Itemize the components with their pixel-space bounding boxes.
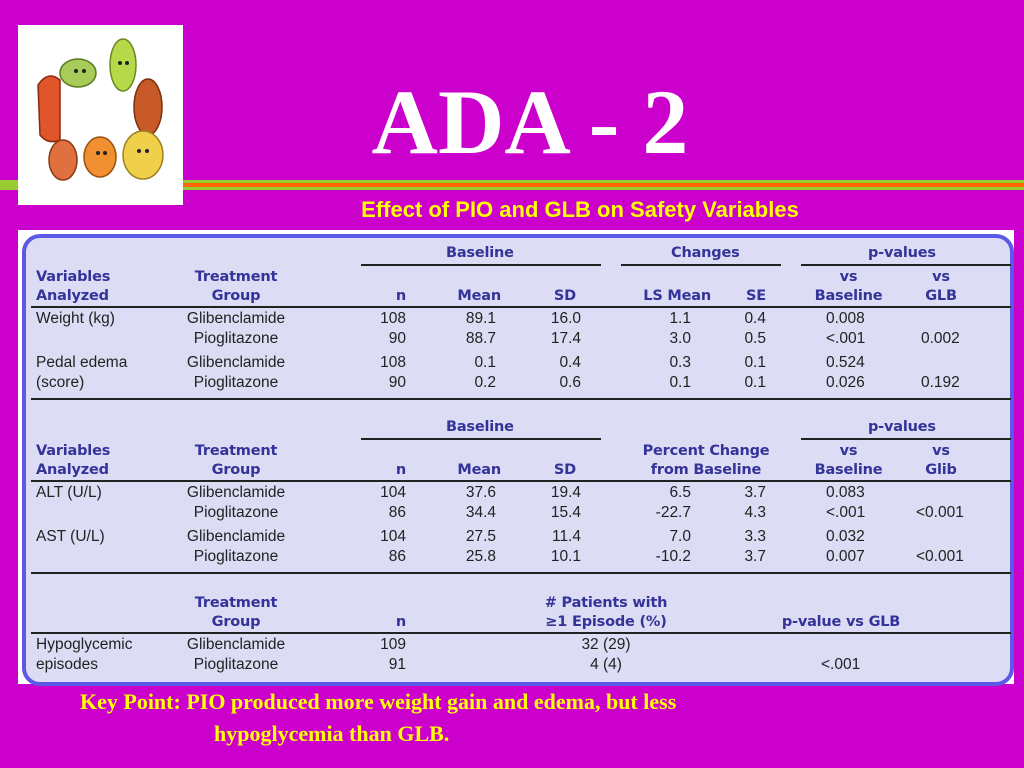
key-point <box>80 686 880 750</box>
col-header-sd: SD <box>553 288 576 304</box>
col-header-vs: vs <box>839 269 858 285</box>
col-header-group: Group <box>211 462 261 478</box>
col-header-vs-baseline: Baseline <box>814 288 883 304</box>
col-header-vs-glib: Glib <box>925 462 957 478</box>
logo <box>18 25 183 205</box>
col-header-group: Group <box>211 614 261 630</box>
col-header-variables: Variables <box>36 443 111 459</box>
col-header-n: n <box>395 462 406 478</box>
col-header-pvalue-vs-glb: p-value vs GLB <box>781 614 901 630</box>
col-header-n: n <box>395 614 406 630</box>
col-header-treatment: Treatment <box>194 595 278 611</box>
group-header-pvalues: p-values <box>868 419 936 435</box>
col-header-percent-change: Percent Change <box>642 443 770 459</box>
cartoon-vegetables-icon <box>18 25 183 205</box>
col-header-vs: vs <box>932 443 950 459</box>
title-divider <box>0 180 1024 190</box>
col-header-group: Group <box>211 288 261 304</box>
group-header-baseline: Baseline <box>446 419 514 435</box>
col-header-se: SE <box>746 288 766 304</box>
slide-subtitle: Effect of PIO and GLB on Safety Variables <box>361 197 799 222</box>
safety-table-panel <box>18 230 1014 684</box>
col-header-mean: Mean <box>457 288 501 304</box>
group-header-changes: Changes <box>671 245 740 261</box>
group-header-pvalues: p-values <box>868 245 936 261</box>
col-header-variables: Variables <box>36 269 111 285</box>
key-point-line-1: Key Point: PIO produced more weight gain and edema, but less <box>80 689 677 714</box>
col-header-mean: Mean <box>457 462 501 478</box>
col-header-sd: SD <box>553 462 576 478</box>
col-header-episode-pct: ≥1 Episode (%) <box>545 614 667 630</box>
col-header-vs: vs <box>839 443 858 459</box>
group-header-baseline: Baseline <box>446 245 514 261</box>
col-header-vs-baseline: Baseline <box>814 462 883 478</box>
col-header-n: n <box>395 288 406 304</box>
key-point-line-2: hypoglycemia than GLB. <box>214 721 450 746</box>
slide-title: ADA - 2 <box>371 71 689 173</box>
col-header-patients-with: # Patients with <box>544 595 668 611</box>
col-header-vs: vs <box>932 269 950 285</box>
safety-table: Baseline Changes p-values Variables Analyzed Treatment Group n Mean SD LS Mean SE vs Baseline vs GLB Weight (kg) Glibenclamide 108 89.1 16.0 1.1 0.4 0.008 Pioglitazone 90 88.7 17.4 3.0 0.5 <.001 0.002 Pedal edema Glibenclamide 108 0.1 0.4 0.3 0.1 0.524 (score) Pioglitazone 90 0.2 0.6 0.1 0.1 0.026 0.192 Baseline p-values Variables Analyzed Treatment Group n Mean SD Percent Change from Baseline vs Baseline vs Glib ALT (U/L) Glibenclamide 104 37.6 19.4 6.5 3.7 0.083 Pioglitazone 86 34.4 15.4 -22.7 4.3 <.001 <0.001 AST (U/L) Glibenclamide 104 27.5 11.4 7.0 3.3 0.032 Pioglitazone 86 25.8 10.1 -10.2 3.7 0.007 <0.001 Treatment Group n # Patients with ≥1 Episode (%) p-value vs GLB Hypoglycemic Glibenclamide 109 32 (29) episodes Pioglitazone 91 4 (4) <.001 <box>22 234 1014 686</box>
col-header-analyzed: Analyzed <box>36 462 109 478</box>
col-header-from-baseline: from Baseline <box>650 462 762 478</box>
col-header-ls-mean: LS Mean <box>643 288 711 304</box>
col-header-treatment: Treatment <box>194 269 278 285</box>
col-header-treatment: Treatment <box>194 443 278 459</box>
col-header-analyzed: Analyzed <box>36 288 109 304</box>
col-header-vs-glb: GLB <box>925 288 957 304</box>
